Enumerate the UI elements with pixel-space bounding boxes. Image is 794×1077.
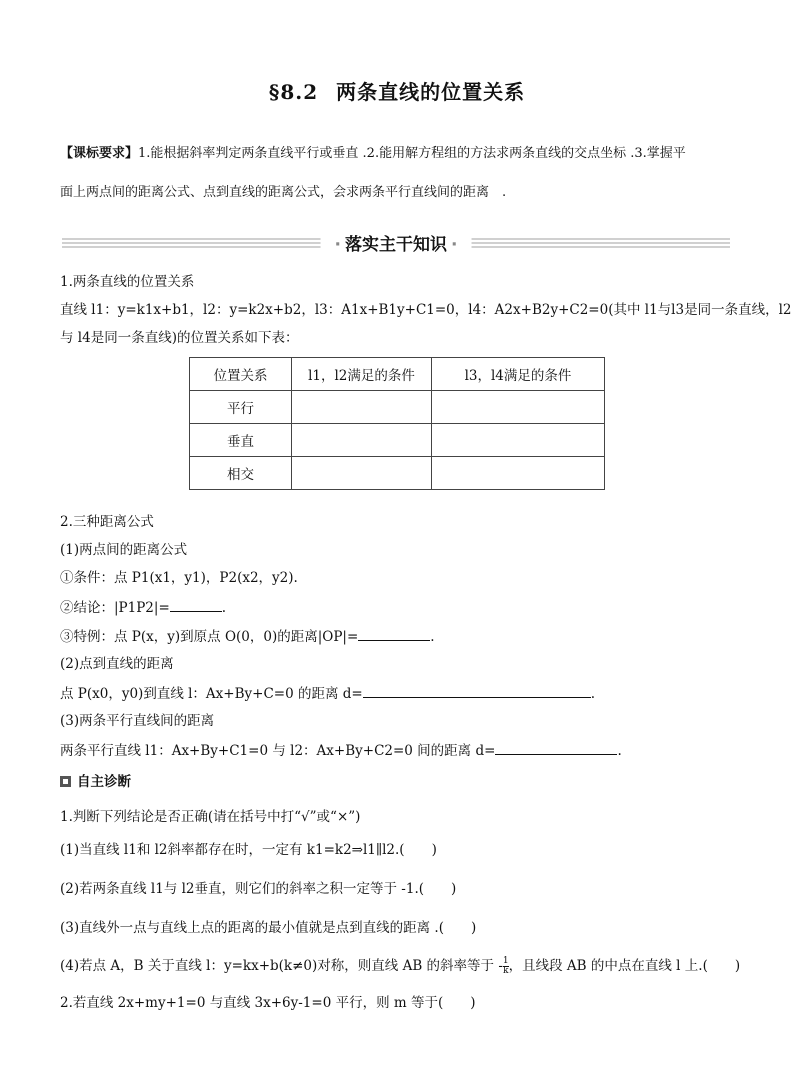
- row-label: 相交: [190, 457, 292, 490]
- question-1-4: [60, 956, 740, 976]
- banner-label: 落实主干知识: [345, 235, 447, 255]
- section2-point-line: 点 P(x0，y0)到直线 l：Ax+By+C=0 的距离 d= .: [60, 683, 595, 704]
- question-2: 2.若直线 2x+my+1=0 与直线 3x+6y-1=0 平行，则 m 等于( ): [60, 995, 476, 1011]
- requirements-tag: 【课标要求】: [60, 146, 139, 161]
- question-1: 1.判断下列结论是否正确(请在括号中打“√”或“×”): [60, 809, 361, 825]
- section-number: §8.2: [268, 80, 319, 104]
- banner-label-wrap: [321, 230, 472, 255]
- question-1-4-text-a: (4)若点 A，B 关于直线 l：y=kx+b(k≠0)对称，则直线 AB 的斜率等于 -: [60, 958, 503, 974]
- section2-condition: ①条件：点 P1(x1，y1)，P2(x2，y2).: [60, 570, 298, 586]
- answer-cell[interactable]: [292, 391, 432, 424]
- table-header-row: [190, 358, 605, 391]
- point-line-text: 点 P(x0，y0)到直线 l：Ax+By+C=0 的距离 d=: [60, 686, 363, 702]
- question-1-3: (3)直线外一点与直线上点的距离的最小值就是点到直线的距离 .( ): [60, 920, 477, 936]
- section2-conclusion: ②结论：|P1P2|= .: [60, 597, 226, 618]
- diagnosis-heading: [60, 770, 131, 790]
- answer-blank[interactable]: [170, 597, 222, 612]
- table-header: l1，l2满足的条件: [292, 358, 432, 391]
- answer-blank[interactable]: [495, 740, 617, 755]
- fraction-denominator: k: [503, 966, 509, 976]
- requirements-line-1: [60, 144, 740, 164]
- answer-cell[interactable]: [432, 424, 605, 457]
- section2-special: ③特例：点 P(x，y)到原点 O(0，0)的距离|OP|= .: [60, 626, 435, 647]
- answer-cell[interactable]: [432, 457, 605, 490]
- table-row: [190, 424, 605, 457]
- answer-cell[interactable]: [292, 424, 432, 457]
- question-1-1: (1)当直线 l1和 l2斜率都存在时，一定有 k1=k2⇒l1∥l2.( ): [60, 842, 437, 858]
- section2-sub1: (1)两点间的距离公式: [60, 542, 188, 558]
- section2-parallel: 两条平行直线 l1：Ax+By+C1=0 与 l2：Ax+By+C2=0 间的距离 d= .: [60, 740, 622, 761]
- section-banner: [62, 230, 730, 256]
- fraction-numerator: 1: [502, 956, 509, 966]
- title-text: 两条直线的位置关系: [336, 80, 526, 104]
- table-header: 位置关系: [190, 358, 292, 391]
- row-label: 平行: [190, 391, 292, 424]
- row-label: 垂直: [190, 424, 292, 457]
- section2-heading: 2.三种距离公式: [60, 514, 154, 530]
- special-text: ③特例：点 P(x，y)到原点 O(0，0)的距离|OP|=: [60, 629, 359, 645]
- requirements-text-1: 1.能根据斜率判定两条直线平行或垂直 .2.能用解方程组的方法求两条直线的交点坐标 .3.掌握平: [138, 146, 686, 161]
- banner-dot-right: ·: [451, 235, 458, 255]
- banner-dot-left: ·: [334, 235, 341, 255]
- table-row: [190, 391, 605, 424]
- square-icon: [60, 776, 71, 787]
- page-title: [0, 76, 794, 105]
- diagnosis-label: 自主诊断: [77, 774, 131, 790]
- answer-cell[interactable]: [292, 457, 432, 490]
- table-row: [190, 457, 605, 490]
- requirements-line-2: 面上两点间的距离公式、点到直线的距离公式，会求两条平行直线间的距离 .: [60, 185, 507, 200]
- answer-cell[interactable]: [432, 391, 605, 424]
- question-1-2: (2)若两条直线 l1与 l2垂直，则它们的斜率之积一定等于 -1.( ): [60, 881, 457, 897]
- section1-intro-1: 直线 l1：y=k1x+b1，l2：y=k2x+b2，l3：A1x+B1y+C1=0，l4：A2x+B2y+C2=0(其中 l1与l3是同一条直线，l2: [60, 302, 792, 318]
- section2-sub3: (3)两条平行直线间的距离: [60, 713, 215, 729]
- position-relation-table: [189, 357, 605, 490]
- section2-sub2: (2)点到直线的距离: [60, 656, 174, 672]
- parallel-text: 两条平行直线 l1：Ax+By+C1=0 与 l2：Ax+By+C2=0 间的距离 d=: [60, 743, 496, 759]
- section1-intro-2: 与 l4是同一条直线)的位置关系如下表：: [60, 330, 299, 346]
- table-header: l3，l4满足的条件: [432, 358, 605, 391]
- answer-blank[interactable]: [363, 683, 591, 698]
- section1-heading: 1.两条直线的位置关系: [60, 274, 195, 290]
- conclusion-text: ②结论：|P1P2|=: [60, 600, 170, 616]
- answer-blank[interactable]: [358, 626, 430, 641]
- question-1-4-text-b: ，且线段 AB 的中点在直线 l 上.( ): [508, 958, 741, 974]
